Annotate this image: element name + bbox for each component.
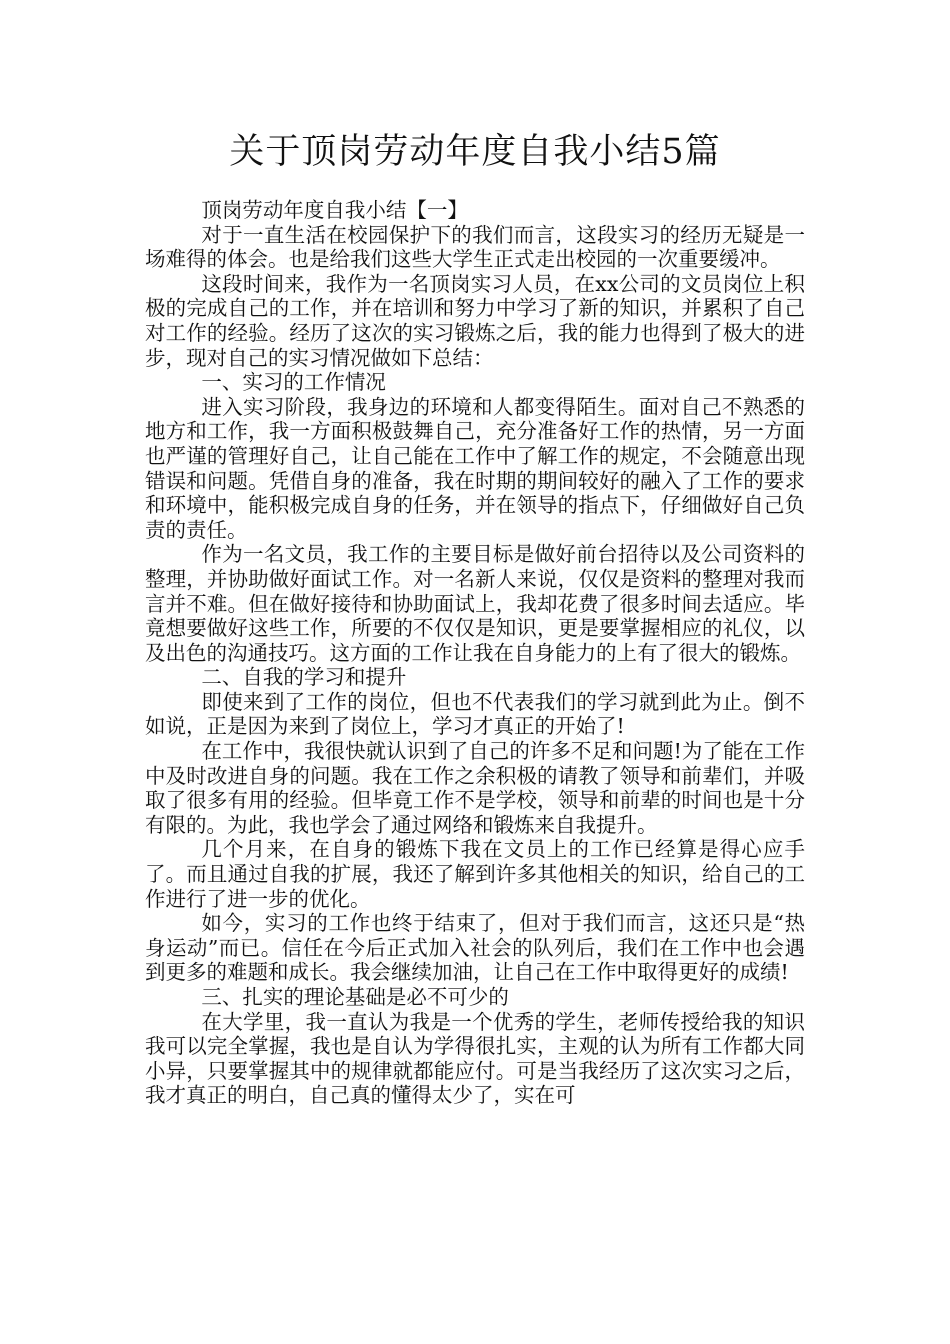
paragraph: 这段时间来，我作为一名顶岗实习人员，在xx公司的文员岗位上积极的完成自己的工作，并在培训和努力中学习了新的知识，并累积了自己对工作的经验。经历了这次的实习锻炼之后，我的能力也得到了极大的进步，现对自己的实习情况做如下总结： bbox=[145, 271, 805, 370]
paragraph: 作为一名文员，我工作的主要目标是做好前台招待以及公司资料的整理，并协助做好面试工作。对一名新人来说，仅仅是资料的整理对我而言并不难。但在做好接待和协助面试上，我却花费了很多时间去适应。毕竟想要做好这些工作，所要的不仅仅是知识，更是要掌握相应的礼仪，以及出色的沟通技巧。这方面的工作让我在自身能力的上有了很大的锻炼。 bbox=[145, 542, 805, 665]
section-heading-part-1: 顶岗劳动年度自我小结【一】 bbox=[201, 198, 468, 222]
document-title: 关于顶岗劳动年度自我小结5篇 bbox=[229, 132, 721, 172]
paragraph: 几个月来，在自身的锻炼下我在文员上的工作已经算是得心应手了。而且通过自我的扩展，我还了解到许多其他相关的知识，给自己的工作进行了进一步的优化。 bbox=[145, 837, 805, 911]
paragraph: 在大学里，我一直认为我是一个优秀的学生，老师传授给我的知识我可以完全掌握，我也是自认为学得很扎实，主观的认为所有工作都大同小异，只要掌握其中的规律就都能应付。可是当我经历了这次实习之后，我才真正的明白，自己真的懂得太少了，实在可 bbox=[145, 1009, 805, 1108]
section-heading: 三、扎实的理论基础是必不可少的 bbox=[201, 985, 509, 1009]
paragraph: 如今，实习的工作也终于结束了，但对于我们而言，这还只是“热身运动”而已。信任在今后正式加入社会的队列后，我们在工作中也会遇到更多的难题和成长。我会继续加油，让自己在工作中取得更好的成绩! bbox=[145, 911, 805, 985]
paragraph: 对于一直生活在校园保护下的我们而言，这段实习的经历无疑是一场难得的体会。也是给我们这些大学生正式走出校园的一次重要缓冲。 bbox=[145, 222, 805, 272]
document-body bbox=[145, 198, 805, 1108]
section-heading: 二、自我的学习和提升 bbox=[201, 665, 407, 690]
paragraph: 在工作中，我很快就认识到了自己的许多不足和问题!为了能在工作中及时改进自身的问题。我在工作之余积极的请教了领导和前辈们，并吸取了很多有用的经验。但毕竟工作不是学校，领导和前辈的时间也是十分有限的。为此，我也学会了通过网络和锻炼来自我提升。 bbox=[145, 739, 805, 837]
paragraph: 进入实习阶段，我身边的环境和人都变得陌生。面对自己不熟悉的地方和工作，我一方面积极鼓舞自己，充分准备好工作的热情，另一方面也严谨的管理好自己，让自己能在工作中了解工作的规定，不会随意出现错误和问题。凭借自身的准备，我在时期的期间较好的融入了工作的要求和环境中，能积极完成自身的任务，并在领导的指点下，仔细做好自己负责的责任。 bbox=[145, 394, 805, 542]
paragraph: 即使来到了工作的岗位，但也不代表我们的学习就到此为止。倒不如说，正是因为来到了岗位上，学习才真正的开始了! bbox=[145, 689, 805, 739]
section-heading: 一、实习的工作情况 bbox=[201, 370, 386, 395]
